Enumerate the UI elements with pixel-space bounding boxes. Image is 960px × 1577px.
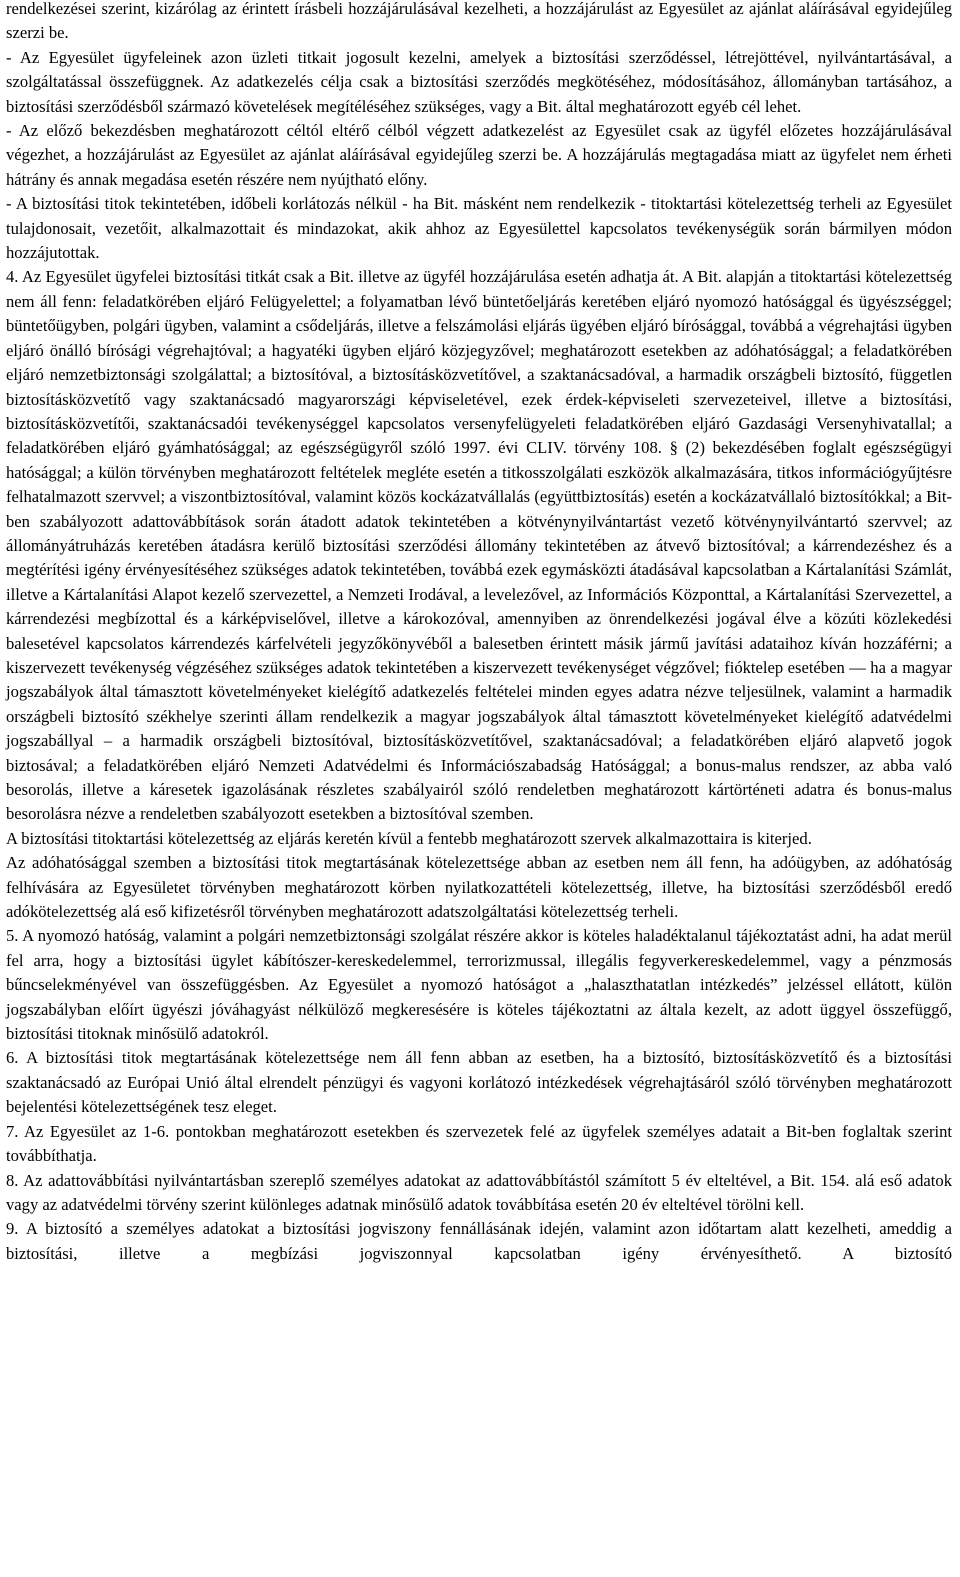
document-page [6,0,952,1266]
paragraph-5-investigating-authority: 5. A nyomozó hatóság, valamint a polgári nemzetbiztonsági szolgálat részére akkor is köteles haladéktalanul tájékoztatást adni, ha adat merül fel arra, hogy a biztosítási ügylet kábítószer-kereskedelemmel, terrorizmussal, illegális fegyverkereskedelemmel, vagy a pénzmosás bűncselekményével van összefüggésben. Az Egyesület a nyomozó hatóságot a „halaszthatatlan intézkedés” jelzéssel ellátott, külön jogszabályban előírt ügyészi jóváhagyást nélkülöző megkeresésére is köteles tájékoztatni az általa kezelt, az adott üggyel összefüggő, biztosítási titoknak minősülő adatokról. [6,926,952,1044]
paragraph-4-disclosure-exceptions: 4. Az Egyesület ügyfelei biztosítási titkát csak a Bit. illetve az ügyfél hozzájárulása esetén adhatja át. A Bit. alapján a titoktartási kötelezettség nem áll fenn: feladatkörében eljáró Felügyelettel; a folyamatban lévő büntetőeljárás keretében eljáró nyomozó hatósággal és ügyészséggel; büntetőügyben, polgári ügyben, valamint a csődeljárás, illetve a felszámolási eljárás ügyében eljáró bírósággal, továbbá a végrehajtási ügyben eljáró önálló bírósági végrehajtóval; a hagyatéki ügyben eljáró közjegyzővel; meghatározott esetekben az adóhatósággal; a feladatkörében eljáró nemzetbiztonsági szolgálattal; a biztosítóval, a biztosításközvetítővel, a szaktanácsadóval, a harmadik országbeli biztosító, független biztosításközvetítő vagy szaktanácsadó magyarországi képviseletével, ezek érdek-képviseleti szervezeteivel, illetve a biztosítási, biztosításközvetítői, szaktanácsadói tevékenységgel kapcsolatos versenyfelügyeleti feladatkörében eljáró Gazdasági Versenyhivatallal; a feladatkörében eljáró gyámhatósággal; az egészségügyről szóló 1997. évi CLIV. törvény 108. § (2) bekezdésében foglalt egészségügyi hatósággal; a külön törvényben meghatározott feltételek megléte esetén a titkosszolgálati eszközök alkalmazására, titkos információgyűjtésre felhatalmazott szervvel; a viszontbiztosítóval, valamint közös kockázatvállalás (együttbiztosítás) esetén a kockázatvállaló biztosítókkal; a Bit-ben szabályozott adattovábbítások során átadott adatok tekintetében a kötvénynyilvántartást vezető kötvénynyilvántartó szervvel; az állományátruházás keretében átadásra kerülő biztosítási szerződési állomány tekintetében az átvevő biztosítóval; a kárrendezéshez és a megtérítési igény érvényesítéséhez szükséges adatok tekintetében, továbbá ezek egymásközti átadásával kapcsolatban a Kártalanítási Számlát, illetve a Kártalanítási Alapot kezelő szervezettel, a Nemzeti Irodával, a levelezővel, az Információs Központtal, a Kártalanítási Szervezettel, a kárrendezési megbízottal és a kárképviselővel, illetve a károkozóval, amennyiben az önrendelkezési jogával élve a közúti közlekedési balesetével kapcsolatos kárrendezés kárfelvételi jegyzőkönyvéből a balesetben érintett másik jármű javítási adataihoz kíván hozzáférni; a kiszervezett tevékenység végzéséhez szükséges adatok tekintetében a kiszervezett tevékenységet végzővel; fióktelep esetében — ha a magyar jogszabályok által támasztott követelményeket kielégítő adatkezelés feltételei minden egyes adatra nézve teljesülnek, valamint a harmadik országbeli biztosító székhelye szerinti állam rendelkezik a magyar jogszabályok által támasztott követelményeket kielégítő adatvédelmi jogszabállyal – a harmadik országbeli biztosítóval, biztosításközvetítővel, szaktanácsadóval; a feladatkörében eljáró alapvető jogok biztosával; a feladatkörében eljáró Nemzeti Adatvédelmi és Információszabadság Hatósággal; a bonus-malus rendszer, az abba való besorolás, illetve a káresetek igazolásának részletes szabályairól szóló rendeletben meghatározott kártörténeti adatra és bonus-malus besorolásra nézve a rendeletben szabályozott esetekben a biztosítóval szemben. [6,267,952,824]
paragraph-prior-consent: - Az előző bekezdésben meghatározott céltól eltérő célból végzett adatkezelést az Egyesület csak az ügyfél előzetes hozzájárulásával végezhet, a hozzájárulást az Egyesület az ajánlat aláírásával egyidejűleg szerzi be. A hozzájárulás megtagadása miatt az ügyfelet nem érheti hátrány és annak megadása esetén részére nem nyújtható előny. [6,121,952,189]
paragraph-confidentiality-obligation: - A biztosítási titok tekintetében, időbeli korlátozás nélkül - ha Bit. másként nem rendelkezik - titoktartási kötelezettség terheli az Egyesület tulajdonosait, vezetőit, alkalmazottait és mindazokat, akik ahhoz az Egyesülettel kapcsolatos tevékenységük során bármilyen módon hozzájutottak. [6,194,952,263]
paragraph-9-retention: 9. A biztosító a személyes adatokat a biztosítási jogviszony fennállásának idején, valamint azon időtartam alatt kezelheti, ameddig a biztosítási, illetve a megbízási jogviszonnyal kapcsolatban igény érvényesíthető. A biztosító [6,1219,952,1263]
paragraph-consent-continued: rendelkezései szerint, kizárólag az érintett írásbeli hozzájárulásával kezelheti, a hozzájárulást az Egyesület az ajánlat aláírásával egyidejűleg szerzi be. [6,0,952,43]
paragraph-business-secrets: - Az Egyesület ügyfeleinek azon üzleti titkait jogosult kezelni, amelyek a biztosítási szerződéssel, létrejöttével, nyilvántartásával, a szolgáltatással összefüggnek. Az adatkezelés célja csak a biztosítási szerződés megkötéséhez, módosításához, állományban tartásához, a biztosítási szerződésből származó követelések megítéléséhez szükséges, vagy a Bit. által meghatározott egyéb cél lehet. [6,47,952,116]
paragraph-employees-obligation: A biztosítási titoktartási kötelezettség az eljárás keretén kívül a fentebb meghatározott szervek alkalmazottaira is kiterjed. [6,828,812,848]
paragraph-8-deletion: 8. Az adattovábbítási nyilvántartásban szereplő személyes adatokat az adattovábbítástól számított 5 év elteltével, a Bit. 154. alá eső adatok vagy az adatvédelmi törvény szerint különleges adatnak minősülő adatok továbbítása esetén 20 év elteltével törölni kell. [6,1170,952,1214]
paragraph-tax-authority: Az adóhatósággal szemben a biztosítási titok megtartásának kötelezettsége abban az esetben nem áll fenn, ha adóügyben, az adóhatóság felhívására az Egyesületet törvényben meghatározott körben nyilatkozattételi kötelezettség, illetve, ha biztosítási szerződésből eredő adókötelezettség alá eső kifizetésről törvényben meghatározott adatszolgáltatási kötelezettség terheli. [6,853,952,922]
paragraph-7-data-transfer: 7. Az Egyesület az 1-6. pontokban meghatározott esetekben és szervezetek felé az ügyfelek személyes adatait a Bit-ben foglaltak szerint továbbíthatja. [6,1121,952,1166]
paragraph-6-eu-restrictions: 6. A biztosítási titok megtartásának kötelezettsége nem áll fenn abban az esetben, ha a biztosító, biztosításközvetítő és a biztosítási szaktanácsadó az Európai Unió által elrendelt pénzügyi és vagyoni korlátozó intézkedések végrehajtásáról szóló törvényben meghatározott bejelentési kötelezettségének tesz eleget. [6,1048,952,1117]
